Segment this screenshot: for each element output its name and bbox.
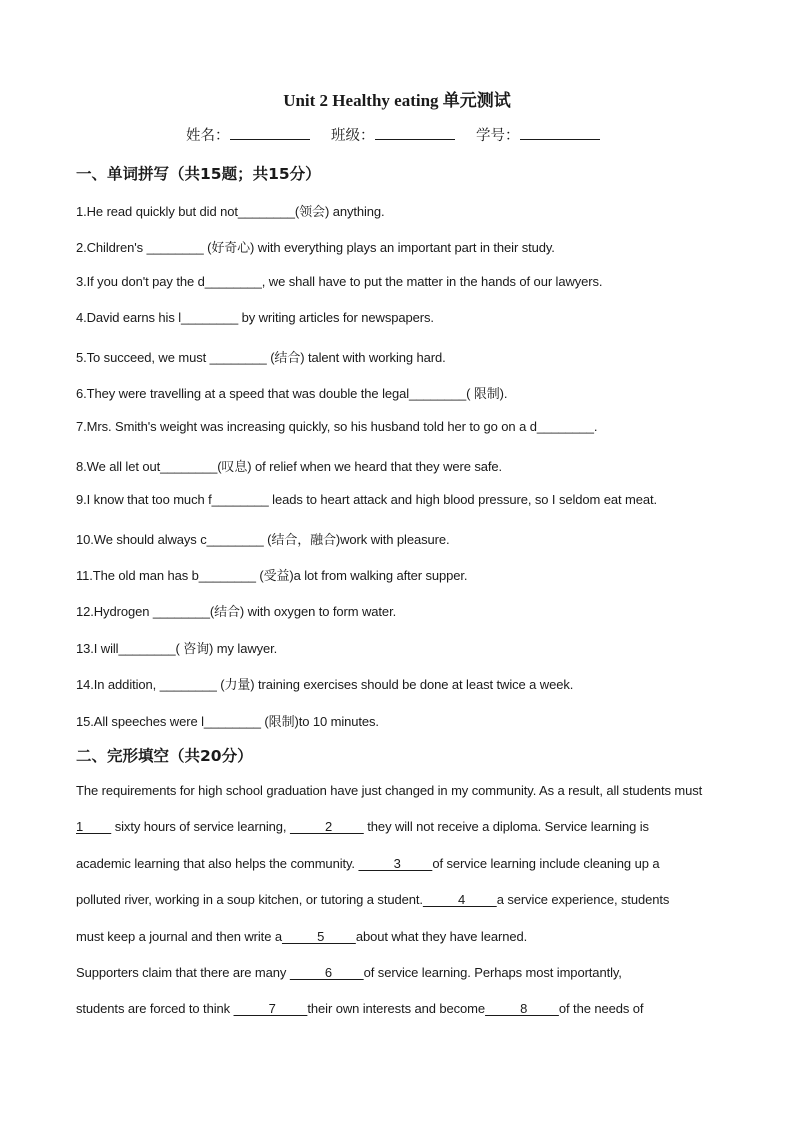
question-text: ( 咨询) my lawyer. — [175, 640, 278, 656]
answer-blank[interactable]: ________ — [160, 458, 218, 474]
passage-text: of service learning. Perhaps most importantly, — [363, 965, 622, 980]
question-text: 14.In addition, — [76, 677, 160, 693]
question-text: 12.Hydrogen — [76, 604, 153, 620]
question-text: 1.He read quickly but did not — [76, 204, 238, 219]
passage-text: academic learning that also helps the community. — [76, 855, 359, 871]
passage-line — [76, 929, 716, 944]
name-field[interactable] — [186, 124, 310, 145]
cloze-blank[interactable]: 1 — [76, 819, 112, 835]
question-text: 3.If you don't pay the d — [76, 273, 205, 289]
answer-blank[interactable]: ________ — [198, 568, 256, 583]
question-text: 8.We all let out — [76, 458, 161, 474]
question-text: leads to heart attack and high blood pressure, so I seldom eat meat. — [268, 492, 658, 508]
answer-blank[interactable]: ________ — [181, 310, 239, 326]
question-15 — [76, 711, 379, 730]
question-text: , we shall have to put the matter in the hands of our lawyers. — [261, 273, 603, 289]
question-text: (结合，融合)work with pleasure. — [263, 531, 450, 547]
answer-blank[interactable]: ________ — [209, 349, 267, 365]
answer-blank[interactable]: ________ — [211, 492, 269, 508]
cloze-blank[interactable]: 2 — [289, 819, 364, 835]
question-text: 15.All speeches were l — [76, 713, 204, 729]
question-7 — [76, 419, 597, 434]
question-text: 11.The old man has b — [76, 568, 199, 583]
cloze-blank[interactable]: 3 — [358, 855, 433, 871]
passage-text: of the needs of — [558, 1001, 644, 1017]
cloze-blank[interactable]: 4 — [422, 892, 497, 908]
passage-line — [76, 892, 716, 907]
question-text: 7.Mrs. Smith's weight was increasing quickly, so his husband told her to go on a d — [76, 419, 537, 435]
question-13 — [76, 638, 277, 657]
answer-blank[interactable]: ________ — [536, 419, 594, 435]
class-field[interactable] — [331, 124, 455, 145]
question-text: 6.They were travelling at a speed that was double the legal — [76, 386, 410, 401]
question-text: 2.Children's — [76, 240, 147, 256]
answer-blank[interactable]: ________ — [203, 713, 261, 729]
passage-line — [76, 856, 716, 871]
passage-text: Supporters claim that there are many — [76, 965, 290, 980]
answer-blank[interactable]: ________ — [237, 204, 295, 219]
class-label: 班级： — [331, 128, 375, 144]
passage-line — [76, 783, 716, 798]
passage-text: The requirements for high school graduation have just changed in my community. As a result, all students must — [76, 783, 703, 798]
question-text: (叹息) of relief when we heard that they were safe. — [217, 458, 503, 474]
question-14 — [76, 674, 573, 693]
passage-text: they will not receive a diploma. Service learning is — [363, 819, 649, 835]
answer-blank[interactable]: ________ — [204, 273, 262, 289]
answer-blank[interactable]: ________ — [409, 386, 467, 401]
question-text: by writing articles for newspapers. — [238, 310, 434, 326]
question-6 — [76, 383, 507, 402]
question-4 — [76, 310, 434, 325]
student-number-label: 学号： — [476, 128, 520, 144]
question-text: (受益)a lot from walking after supper. — [255, 568, 468, 583]
cloze-blank[interactable]: 6 — [289, 965, 364, 980]
class-blank[interactable] — [375, 125, 455, 140]
passage-text: students are forced to think — [76, 1001, 234, 1017]
section-heading-cloze: 二、完形填空（共20分） — [76, 747, 253, 765]
question-12 — [76, 601, 396, 620]
question-text: 9.I know that too much f — [76, 492, 212, 508]
question-9 — [76, 492, 657, 507]
question-text: (结合) with oxygen to form water. — [209, 604, 397, 620]
passage-text: sixty hours of service learning, — [111, 819, 290, 835]
question-1 — [76, 201, 385, 220]
passage-line — [76, 819, 716, 834]
passage-text: about what they have learned. — [355, 928, 528, 944]
cloze-blank[interactable]: 8 — [485, 1001, 559, 1017]
answer-blank[interactable]: ________ — [118, 640, 176, 656]
passage-text: must keep a journal and then write a — [76, 928, 282, 944]
passage-line — [76, 965, 716, 980]
question-text: 4.David earns his l — [76, 310, 182, 326]
question-10 — [76, 529, 450, 548]
question-text: 5.To succeed, we must — [76, 349, 210, 365]
question-text: ( 限制). — [466, 386, 508, 401]
question-text: . — [593, 419, 598, 435]
cloze-blank[interactable]: 5 — [281, 928, 356, 944]
question-3 — [76, 274, 602, 289]
question-text: 13.I will — [76, 640, 119, 656]
question-text: (限制)to 10 minutes. — [260, 713, 379, 729]
question-11 — [76, 565, 467, 584]
cloze-blank[interactable]: 7 — [233, 1001, 308, 1017]
question-text: (结合) talent with working hard. — [266, 349, 446, 365]
name-label: 姓名： — [186, 128, 230, 144]
section-heading-spelling: 一、单词拼写（共15题；共15分） — [76, 165, 321, 183]
passage-text: a service experience, students — [496, 892, 670, 908]
answer-blank[interactable]: ________ — [206, 531, 264, 547]
answer-blank[interactable]: ________ — [146, 240, 204, 256]
question-text: (力量) training exercises should be done at least twice a week. — [216, 677, 574, 693]
student-number-blank[interactable] — [520, 125, 600, 140]
question-5 — [76, 347, 446, 366]
name-blank[interactable] — [230, 125, 310, 140]
answer-blank[interactable]: ________ — [152, 604, 210, 620]
passage-line — [76, 1001, 716, 1016]
student-number-field[interactable] — [476, 124, 600, 145]
question-text: (领会) anything. — [294, 204, 385, 219]
answer-blank[interactable]: ________ — [159, 677, 217, 693]
passage-text: of service learning include cleaning up a — [432, 855, 660, 871]
question-text: 10.We should always c — [76, 531, 207, 547]
question-8 — [76, 456, 502, 475]
question-2 — [76, 237, 555, 256]
passage-text: polluted river, working in a soup kitchen, or tutoring a student. — [76, 892, 423, 908]
page-title: Unit 2 Healthy eating 单元测试 — [283, 91, 511, 110]
question-text: (好奇心) with everything plays an important part in their study. — [203, 240, 555, 256]
passage-text: their own interests and become — [307, 1001, 486, 1017]
